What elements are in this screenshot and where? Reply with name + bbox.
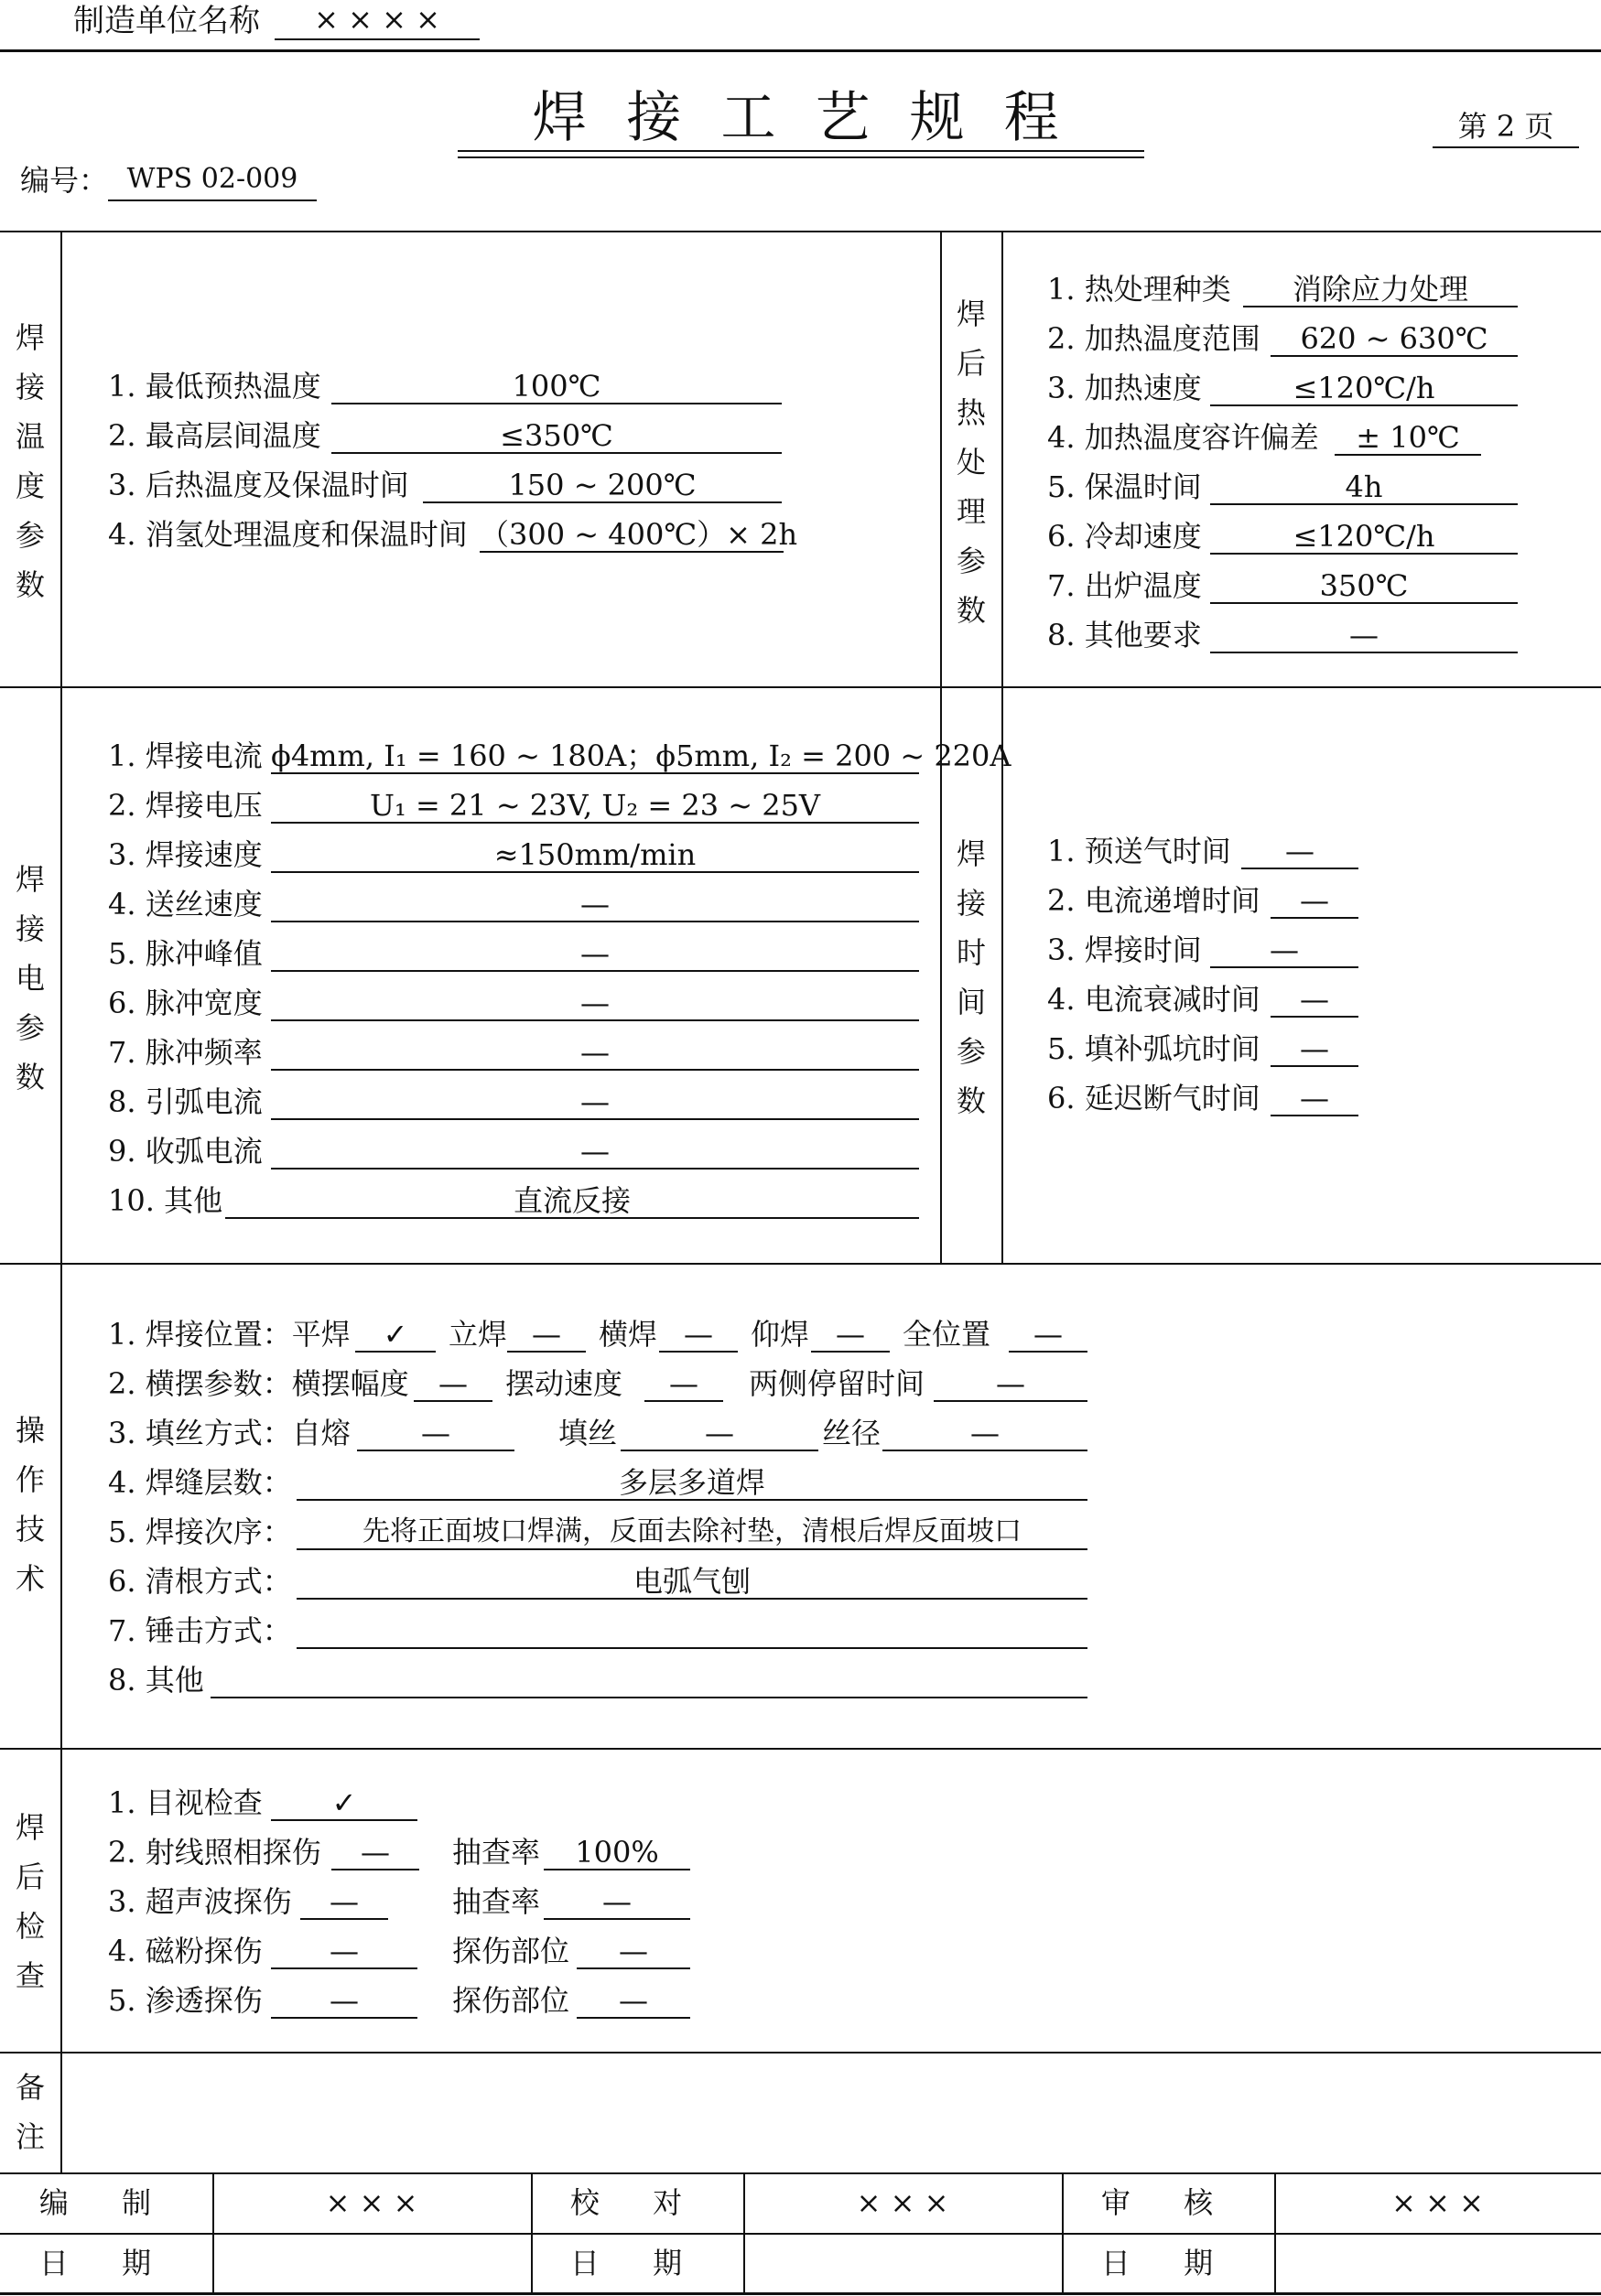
op-sequence-value: 先将正面坡口焊满，反面去除衬垫，清根后焊反面坡口: [297, 1512, 1087, 1550]
pwht-value: 4h: [1210, 467, 1518, 505]
op-dwell-label: 两侧停留时间: [749, 1366, 925, 1401]
elec-value: —: [271, 933, 919, 972]
op-wire-value: —: [621, 1413, 818, 1451]
insp-label-2: 探伤部位: [452, 1983, 570, 2018]
op-vertical-value: —: [507, 1314, 586, 1353]
elec-value: —: [271, 983, 919, 1021]
op-weave-label: 2. 横摆参数：横摆幅度: [108, 1366, 409, 1401]
elec-label: 2. 焊接电压: [108, 788, 263, 823]
elec-label: 4. 送丝速度: [108, 887, 263, 922]
time-label: 4. 电流衰减时间: [1047, 982, 1260, 1017]
temp-label: 4. 消氢处理温度和保温时间: [108, 517, 468, 552]
elec-label: 6. 脉冲宽度: [108, 986, 263, 1020]
insp-label: 2. 射线照相探伤: [108, 1835, 321, 1870]
time-value: —: [1271, 1078, 1358, 1116]
op-dwell-value: —: [934, 1364, 1087, 1402]
time-value: —: [1271, 979, 1358, 1018]
compile-label: 编 制: [38, 2185, 174, 2220]
op-section-title: 操 作 技 术: [15, 1413, 45, 1596]
elec-value: 直流反接: [225, 1180, 919, 1219]
pwht-label: 2. 加热温度范围: [1047, 321, 1260, 356]
op-horizontal-value: —: [659, 1314, 738, 1353]
review-value: × × ×: [1391, 2185, 1484, 2220]
check-value: × × ×: [856, 2185, 949, 2220]
elec-section-title: 焊 接 电 参 数: [15, 862, 45, 1094]
pwht-label: 1. 热处理种类: [1047, 272, 1231, 307]
page-title: 焊 接 工 艺 规 程: [532, 86, 1070, 150]
insp-label-2: 抽查率: [452, 1884, 541, 1919]
op-diameter-value: —: [882, 1413, 1087, 1451]
insp-value: —: [271, 1980, 417, 2019]
insp-section-title: 焊 后 检 查: [15, 1810, 45, 1993]
op-row-other: [108, 1660, 1087, 1700]
temp-value: 150 ~ 200℃: [423, 465, 782, 503]
op-row-position: [108, 1314, 1087, 1354]
op-backgouge-value: 电弧气刨: [297, 1561, 1087, 1600]
pwht-value: 620 ~ 630℃: [1271, 318, 1518, 357]
op-allpos-value: —: [1009, 1314, 1087, 1353]
rule-4: [0, 1748, 1601, 1750]
op-peening-value: [297, 1611, 1087, 1649]
pwht-value: —: [1210, 615, 1518, 653]
elec-value: ≈150mm/min: [271, 835, 919, 873]
rule-3: [0, 1263, 1601, 1265]
pwht-value: 消除应力处理: [1243, 269, 1518, 307]
rule-1: [0, 231, 1601, 232]
op-allpos-label: 全位置: [903, 1317, 991, 1352]
time-label: 3. 焊接时间: [1047, 932, 1202, 967]
pwht-label: 7. 出炉温度: [1047, 568, 1202, 603]
op-weave-speed-label: 摆动速度: [505, 1366, 623, 1401]
op-row-weave: [108, 1364, 1087, 1404]
temp-value: 100℃: [331, 366, 782, 404]
pwht-label: 8. 其他要求: [1047, 618, 1202, 652]
date-label-3: 日 期: [1100, 2246, 1236, 2280]
pwht-label: 4. 加热温度容许偏差: [1047, 420, 1319, 455]
op-overhead-value: —: [811, 1314, 890, 1353]
op-position-label: 1. 焊接位置：平焊: [108, 1317, 351, 1352]
insp-value-2: —: [577, 1980, 690, 2019]
elec-label: 5. 脉冲峰值: [108, 936, 263, 971]
remark-title: 备 注: [15, 2070, 45, 2154]
op-layers-label: 4. 焊缝层数：: [108, 1465, 292, 1500]
time-value: —: [1241, 831, 1358, 869]
op-filler-label: 3. 填丝方式：自熔: [108, 1416, 351, 1450]
elec-value: —: [271, 1082, 919, 1120]
top-rule: [0, 49, 1601, 52]
temp-label: 3. 后热温度及保温时间: [108, 468, 409, 502]
insp-label-2: 抽查率: [452, 1835, 541, 1870]
insp-label-2: 探伤部位: [452, 1934, 570, 1968]
pwht-label: 6. 冷却速度: [1047, 519, 1202, 554]
insp-value-2: —: [577, 1931, 690, 1969]
temp-value: （300 ~ 400℃）× 2h: [480, 514, 784, 553]
op-row-backgouge: [108, 1561, 1087, 1601]
op-row-sequence: [108, 1512, 1087, 1552]
insp-label: 3. 超声波探伤: [108, 1884, 292, 1919]
elec-label: 7. 脉冲频率: [108, 1035, 263, 1070]
time-value: —: [1271, 880, 1358, 919]
insp-value-2: —: [544, 1881, 690, 1920]
elec-label: 3. 焊接速度: [108, 837, 263, 872]
op-row-filler: [108, 1413, 1087, 1453]
col-left: [60, 231, 62, 2172]
insp-value-2: 100%: [544, 1832, 690, 1870]
op-wire-label: 填丝: [558, 1416, 618, 1450]
op-backgouge-label: 6. 清根方式：: [108, 1564, 292, 1599]
insp-value: —: [331, 1832, 419, 1870]
insp-label: 4. 磁粉探伤: [108, 1934, 263, 1968]
date-label-1: 日 期: [38, 2246, 174, 2280]
op-row-layers: [108, 1462, 1087, 1503]
insp-value: ✓: [271, 1783, 417, 1821]
elec-label: 9. 收弧电流: [108, 1134, 263, 1169]
insp-value: —: [300, 1881, 388, 1920]
rule-bottom: [0, 2292, 1601, 2295]
pwht-section-title: 焊 后 热 处 理 参 数: [956, 296, 986, 628]
insp-value: —: [271, 1931, 417, 1969]
time-value: —: [1210, 930, 1358, 968]
elec-label: 8. 引弧电流: [108, 1084, 263, 1119]
op-horizontal-label: 横焊: [599, 1317, 658, 1352]
elec-value: U₁ = 21 ~ 23V, U₂ = 23 ~ 25V: [271, 785, 919, 824]
time-label: 5. 填补弧坑时间: [1047, 1031, 1260, 1066]
elec-value: —: [271, 1131, 919, 1170]
time-value: —: [1271, 1029, 1358, 1067]
title-underline: [458, 150, 1144, 152]
pwht-label: 3. 加热速度: [1047, 371, 1202, 405]
time-section-title: 焊 接 时 间 参 数: [956, 836, 986, 1118]
op-sequence-label: 5. 焊接次序：: [108, 1514, 292, 1549]
op-layers-value: 多层多道焊: [297, 1462, 1087, 1501]
time-label: 2. 电流递增时间: [1047, 883, 1260, 918]
pwht-label: 5. 保温时间: [1047, 469, 1202, 504]
op-autogenous-value: —: [357, 1413, 514, 1451]
time-label: 6. 延迟断气时间: [1047, 1081, 1260, 1116]
op-peening-label: 7. 锤击方式：: [108, 1613, 292, 1648]
doc-no-value: WPS 02-009: [108, 159, 317, 201]
org-label: 制造单位名称: [73, 3, 260, 39]
pwht-value: ≤120℃/h: [1210, 368, 1518, 406]
pwht-value: ≤120℃/h: [1210, 516, 1518, 555]
page-number: 第 2 页: [1433, 106, 1579, 148]
doc-no-label: 编号：: [20, 163, 109, 198]
op-overhead-label: 仰焊: [751, 1317, 810, 1352]
check-label: 校 对: [569, 2185, 705, 2220]
rule-5: [0, 2052, 1601, 2053]
time-label: 1. 预送气时间: [1047, 834, 1231, 868]
title-underline-2: [458, 156, 1144, 158]
review-label: 审 核: [1100, 2185, 1236, 2220]
rule-2: [0, 686, 1601, 688]
elec-label: 10. 其他: [108, 1183, 223, 1218]
op-weave-amp-value: —: [414, 1364, 492, 1402]
rule-7: [0, 2233, 1601, 2235]
temp-value: ≤350℃: [331, 415, 782, 454]
elec-label: 1. 焊接电流: [108, 738, 263, 773]
op-vertical-label: 立焊: [449, 1317, 508, 1352]
org-value: × × × ×: [275, 0, 480, 40]
elec-value: —: [271, 884, 919, 922]
op-other-value: [211, 1660, 1087, 1698]
op-flat-value: ✓: [355, 1314, 436, 1353]
date-label-2: 日 期: [569, 2246, 705, 2280]
elec-value: —: [271, 1032, 919, 1071]
op-other-label: 8. 其他: [108, 1663, 204, 1698]
insp-label: 5. 渗透探伤: [108, 1983, 263, 2018]
op-row-peening: [108, 1611, 1087, 1651]
pwht-value: ± 10℃: [1335, 417, 1481, 456]
op-diameter-label: 丝径: [822, 1416, 882, 1450]
compile-value: × × ×: [325, 2185, 418, 2220]
temp-label: 2. 最高层间温度: [108, 418, 321, 453]
temp-section-title: 焊 接 温 度 参 数: [15, 320, 45, 602]
op-weave-speed-value: —: [644, 1364, 723, 1402]
elec-value: ϕ4mm, I₁ = 160 ~ 180A；ϕ5mm, I₂ = 200 ~ 220A: [271, 736, 919, 774]
pwht-value: 350℃: [1210, 566, 1518, 604]
insp-label: 1. 目视检查: [108, 1785, 263, 1820]
temp-label: 1. 最低预热温度: [108, 369, 321, 404]
